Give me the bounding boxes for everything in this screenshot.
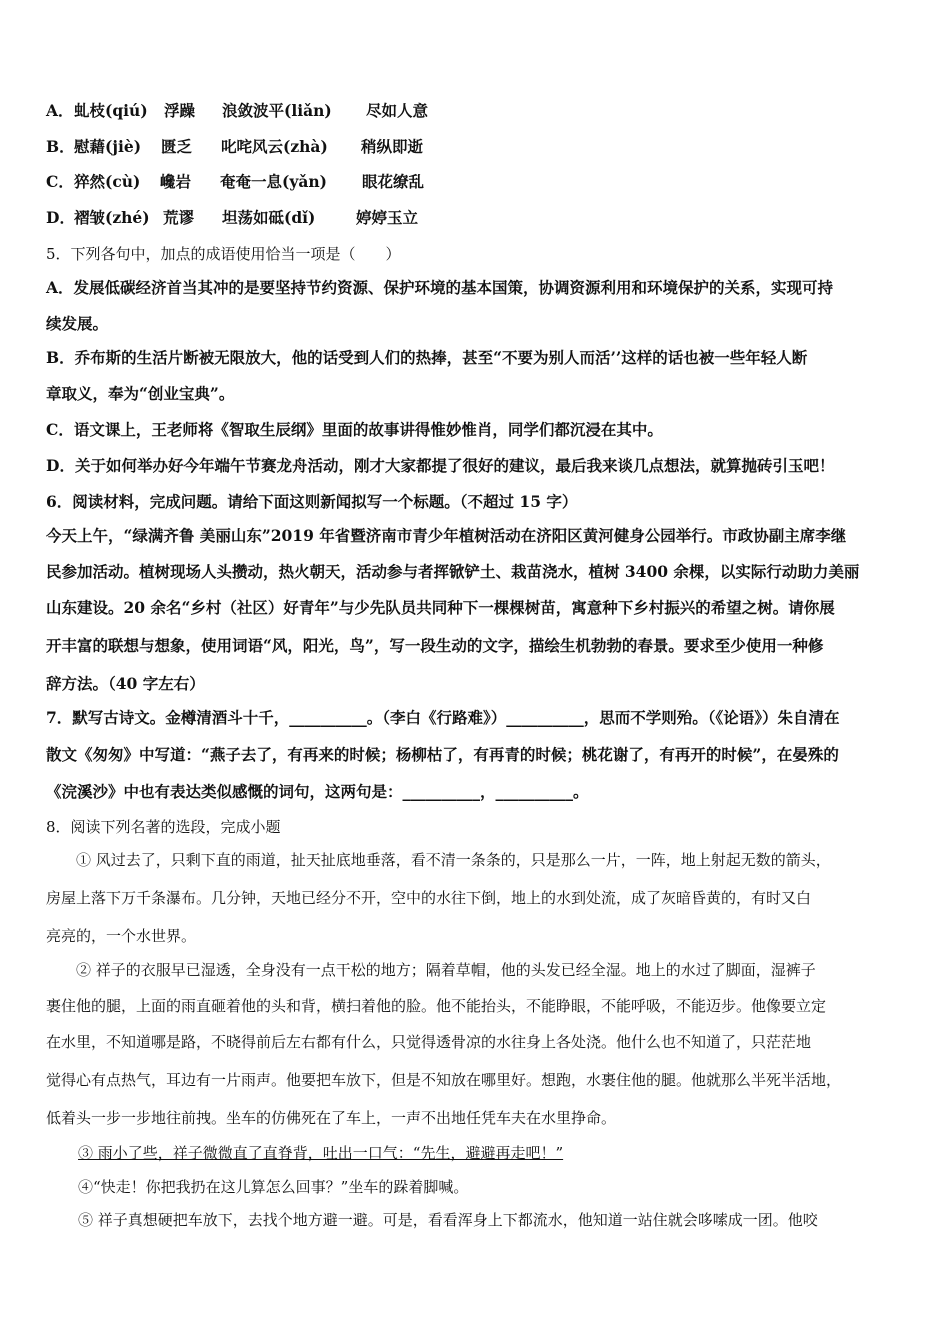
q8-passage-line: 房屋上落下万千条瀑布。几分钟，天地已经分不开，空中的水往下倒，地上的水到处流，成了灰暗昏黄的，有时又白 <box>46 889 812 907</box>
option-word: 叱咤风云(zhà) <box>221 137 328 156</box>
q8-passage-line: 裹住他的腿，上面的雨直砸着他的头和背，横扫着他的脸。他不能抬头，不能睁眼，不能呼吸，不能迈步。他像要立定 <box>46 997 827 1015</box>
option-word: 浪敛波平(liǎn) <box>222 101 332 120</box>
q5-option-b-line1: B．乔布斯的生活片断被无限放大，他的话受到人们的热捧，甚至“不要为别人而活’’这样的话也被一些年轻人断 <box>46 348 808 367</box>
option-word: 虬枝(qiú) <box>74 101 148 120</box>
q4-option-c <box>46 170 424 194</box>
q5-option-b-line2: 章取义，奉为“创业宝典”。 <box>46 384 235 403</box>
q6-body-line: 山东建设。20 余名“乡村（社区）好青年”与少先队员共同种下一棵棵树苗，寓意种下乡村振兴的希望之树。请你展 <box>46 598 835 617</box>
q8-passage-line: ⑤ 祥子真想硬把车放下，去找个地方避一避。可是，看看浑身上下都流水，他知道一站住就会哆嗦成一团。他咬 <box>78 1211 818 1229</box>
q8-passage-line: ④“快走！你把我扔在这儿算怎么回事？”坐车的跺着脚喊。 <box>78 1178 469 1196</box>
q6-body-line: 今天上午，“绿满齐鲁 美丽山东”2019 年省暨济南市青少年植树活动在济阳区黄河健身公园举行。市政协副主席李继 <box>46 526 847 545</box>
q7-line: 散文《匆匆》中写道：“燕子去了，有再来的时候；杨柳枯了，有再青的时候；桃花谢了，有再开的时候”，在晏殊的 <box>46 745 839 764</box>
option-word: 褶皱(zhé) <box>74 208 150 227</box>
option-word: 坦荡如砥(dǐ) <box>222 208 316 227</box>
option-word: 奄奄一息(yǎn) <box>220 172 327 191</box>
q7-line: 《浣溪沙》中也有表达类似感慨的词句，这两句是：__________，__________。 <box>46 782 589 801</box>
option-word: 眼花缭乱 <box>362 172 425 191</box>
q8-underlined-sentence: ③ 雨小了些，祥子微微直了直脊背，吐出一口气：“先生，避避再走吧！” <box>78 1144 564 1162</box>
q5-option-d: D．关于如何举办好今年端午节赛龙舟活动，刚才大家都提了很好的建议，最后我来谈几点想法，就算抛砖引玉吧！ <box>46 456 835 475</box>
option-word: 稍纵即逝 <box>361 137 424 156</box>
q8-passage-line: 在水里，不知道哪是路，不晓得前后左右都有什么，只觉得透骨凉的水往身上各处浇。他什么也不知道了，只茫茫地 <box>46 1033 812 1051</box>
option-label: A． <box>46 101 74 120</box>
option-word: 尽如人意 <box>366 101 429 120</box>
q5-stem: 5．下列各句中，加点的成语使用恰当一项是（ ） <box>46 245 401 263</box>
option-word: 匮乏 <box>161 137 193 156</box>
q5-option-a-line1: A．发展低碳经济首当其冲的是要坚持节约资源、保护环境的基本国策，协调资源利用和环境保护的关系，实现可持 <box>46 278 834 297</box>
q5-option-c: C．语文课上，王老师将《智取生辰纲》里面的故事讲得惟妙惟肖，同学们都沉浸在其中。 <box>46 420 663 439</box>
q8-stem: 8．阅读下列名著的选段，完成小题 <box>46 818 281 836</box>
option-label: C． <box>46 172 74 191</box>
q6-body-line: 开丰富的联想与想象，使用词语“风，阳光，鸟”，写一段生动的文字，描绘生机勃勃的春景。要求至少使用一种修 <box>46 636 824 655</box>
q8-passage-line: 亮亮的，一个水世界。 <box>46 927 197 945</box>
option-word: 浮躁 <box>164 101 196 120</box>
q6-body-line: 民参加活动。植树现场人头攒动，热火朝天，活动参与者挥锨铲土、栽苗浇水，植树 3400 余棵，以实际行动助力美丽 <box>46 562 860 581</box>
q8-passage-line: 觉得心有点热气，耳边有一片雨声。他要把车放下，但是不知放在哪里好。想跑，水裹住他的腿。他就那么半死半活地， <box>46 1071 842 1089</box>
option-label: B． <box>46 137 75 156</box>
q6-stem: 6．阅读材料，完成问题。请给下面这则新闻拟写一个标题。（不超过 15 字） <box>46 492 578 511</box>
option-word: 巉岩 <box>160 172 192 191</box>
option-word: 荒谬 <box>163 208 195 227</box>
q8-passage-line: ① 风过去了，只剩下直的雨道，扯天扯底地垂落，看不清一条条的，只是那么一片，一阵，地上射起无数的箭头， <box>46 851 831 869</box>
q8-passage-line: ② 祥子的衣服早已湿透，全身没有一点干松的地方；隔着草帽，他的头发已经全湿。地上的水过了脚面，湿裤子 <box>46 961 816 979</box>
q5-option-a-line2: 续发展。 <box>46 314 109 333</box>
option-word: 猝然(cù) <box>74 172 141 191</box>
option-word: 慰藉(jiè) <box>74 137 142 156</box>
option-word: 婷婷玉立 <box>356 208 419 227</box>
q4-option-b <box>46 135 423 159</box>
option-label: D． <box>46 208 75 227</box>
q6-body-line: 辞方法。（40 字左右） <box>46 674 205 693</box>
q4-option-a <box>46 99 428 123</box>
q8-passage-line: 低着头一步一步地往前拽。坐车的仿佛死在了车上，一声不出地任凭车夫在水里挣命。 <box>46 1109 617 1127</box>
q4-option-d <box>46 206 418 230</box>
q7-line: 7．默写古诗文。金樽清酒斗十千，__________。（李白《行路难》）__________，思而不学则殆。（《论语》）朱自清在 <box>46 708 840 727</box>
